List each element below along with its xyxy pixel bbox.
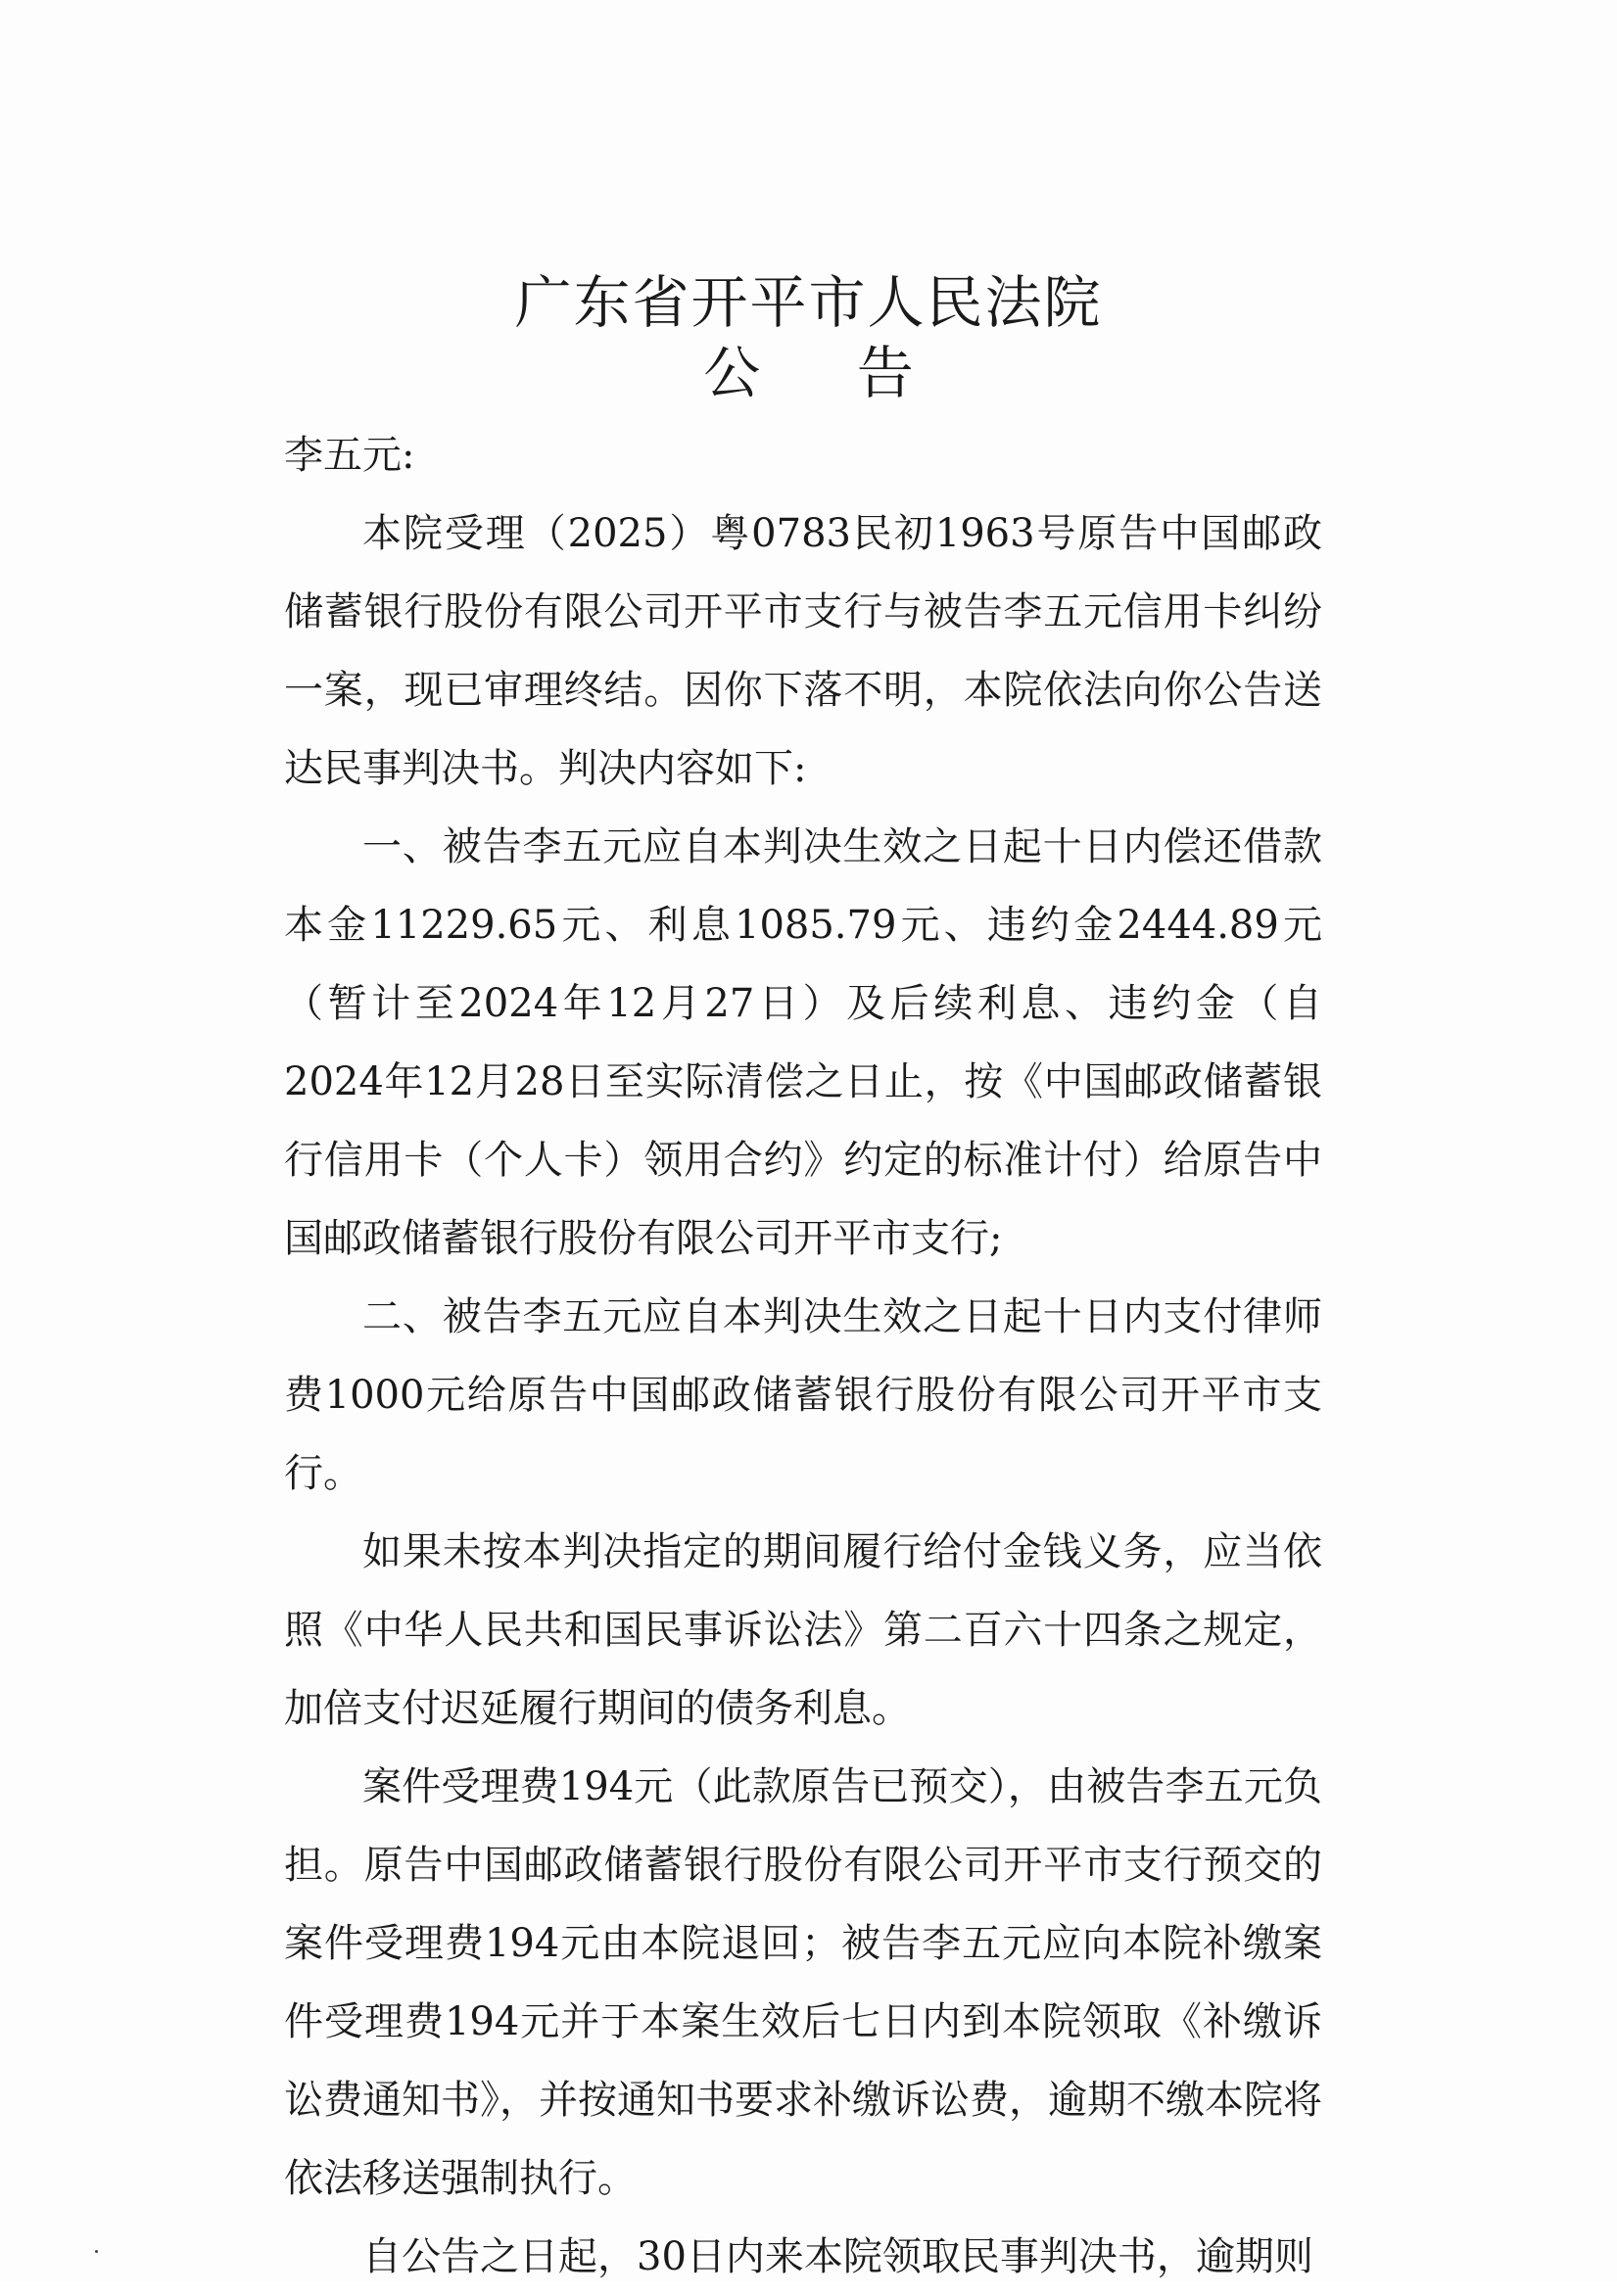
notice-heading: 公 告 bbox=[703, 340, 953, 406]
paragraph-case-intro: 本院受理（2025）粤0783民初1963号原告中国邮政储蓄银行股份有限公司开平市支行与被告李五元信用卡纠纷一案，现已审理终结。因你下落不明，本院依法向你公告送达民事判决书。判决内容如下: bbox=[284, 511, 1322, 791]
document-body bbox=[284, 416, 1322, 2296]
paragraph-judgment-item-1: 一、被告李五元应自本判决生效之日起十日内偿还借款本金11229.65元、利息1085.79元、违约金2444.89元（暂计至2024年12月27日）及后续利息、违约金（自2024年12月28日至实际清偿之日止，按《中国邮政储蓄银行信用卡（个人卡）领用合约》约定的标准计付）给原告中国邮政储蓄银行股份有限公司开平市支行; bbox=[284, 824, 1322, 1261]
paragraph-collection-notice: 自公告之日起，30日内来本院领取民事判决书，逾期则 bbox=[362, 2234, 1313, 2279]
paragraph-delay-interest: 如果未按本判决指定的期间履行给付金钱义务，应当依照《中华人民共和国民事诉讼法》第二百六十四条之规定，加倍支付迟延履行期间的债务利息。 bbox=[284, 1529, 1322, 1731]
paragraph-judgment-item-2: 二、被告李五元应自本判决生效之日起十日内支付律师费1000元给原告中国邮政储蓄银行股份有限公司开平市支行。 bbox=[284, 1294, 1322, 1496]
court-name-heading: 广东省开平市人民法院 bbox=[514, 269, 1103, 336]
scan-speck bbox=[95, 2250, 98, 2253]
paragraph-case-fee: 案件受理费194元（此款原告已预交），由被告李五元负担。原告中国邮政储蓄银行股份有限公司开平市支行预交的案件受理费194元由本院退回；被告李五元应向本院补缴案件受理费194元并于本案生效后七日内到本院领取《补缴诉讼费通知书》，并按通知书要求补缴诉讼费，逾期不缴本院将依法移送强制执行。 bbox=[284, 1764, 1322, 2201]
addressee: 李五元: bbox=[284, 433, 415, 478]
